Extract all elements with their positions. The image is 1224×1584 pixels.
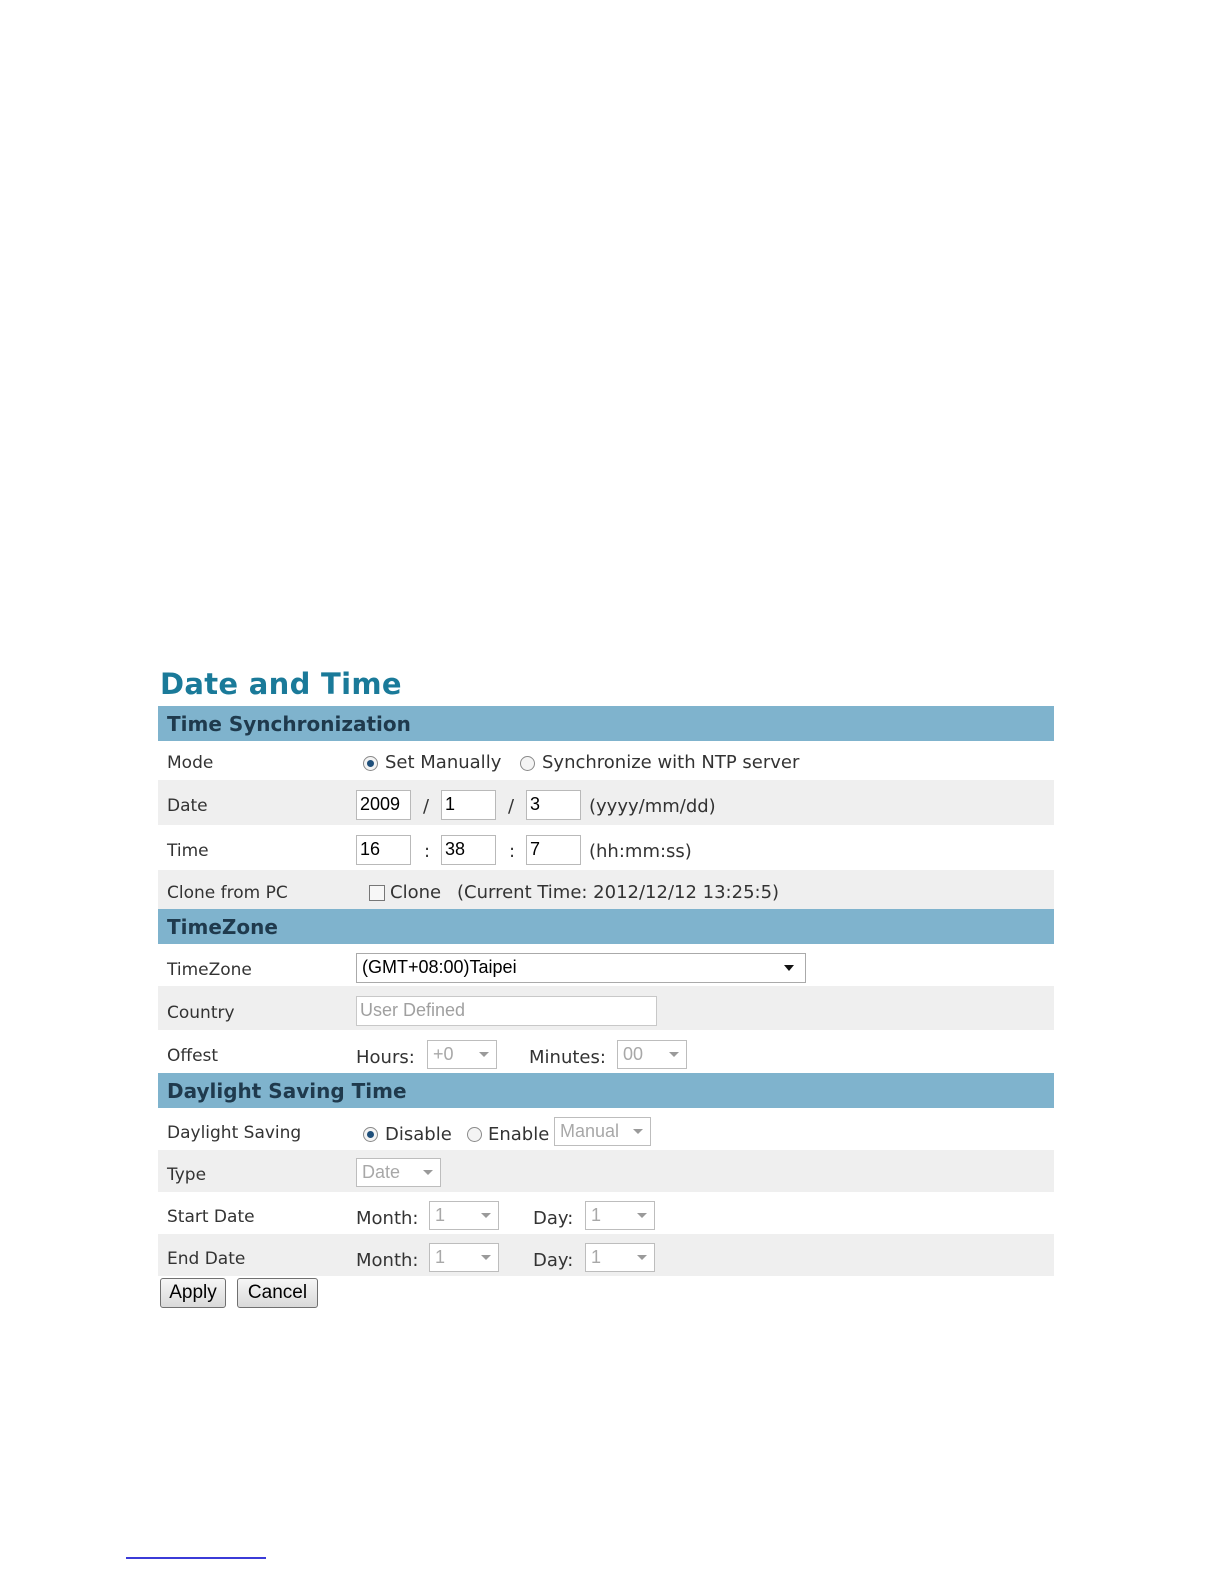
- chevron-down-icon: [423, 1170, 433, 1175]
- set-manually-label: Set Manually: [385, 752, 502, 773]
- date-row: [158, 780, 1054, 825]
- date-separator: /: [508, 796, 515, 817]
- offset-hours-select[interactable]: [427, 1040, 497, 1069]
- start-day-select[interactable]: [585, 1201, 655, 1230]
- end-day-value: 1: [591, 1247, 602, 1267]
- timezone-row: [158, 944, 1054, 986]
- date-year-input[interactable]: 2009: [356, 790, 411, 820]
- offset-row: [158, 1030, 1054, 1073]
- section-header-dst: Daylight Saving Time: [158, 1073, 1054, 1108]
- ntp-sync-label: Synchronize with NTP server: [542, 752, 800, 773]
- time-minute-input[interactable]: 38: [441, 835, 496, 865]
- date-separator: /: [423, 796, 430, 817]
- chevron-down-icon: [669, 1052, 679, 1057]
- start-month-label: Month:: [356, 1208, 419, 1229]
- chevron-down-icon: [479, 1052, 489, 1057]
- country-label: Country: [167, 1003, 235, 1023]
- chevron-down-icon: [481, 1255, 491, 1260]
- offset-minutes-select[interactable]: [617, 1040, 687, 1069]
- current-time-text: (Current Time: 2012/12/12 13:25:5): [457, 882, 780, 903]
- ntp-sync-radio[interactable]: [520, 756, 535, 771]
- dst-enable-label: Enable: [488, 1124, 550, 1145]
- offset-hours-value: +0: [433, 1044, 454, 1064]
- type-value: Date: [362, 1162, 401, 1182]
- start-day-value: 1: [591, 1205, 602, 1225]
- start-day-label: Day:: [533, 1208, 574, 1229]
- time-row: [158, 825, 1054, 870]
- time-format-hint: (hh:mm:ss): [589, 841, 692, 862]
- section-header-time-sync: Time Synchronization: [158, 706, 1054, 741]
- daylight-saving-label: Daylight Saving: [167, 1123, 302, 1143]
- date-format-hint: (yyyy/mm/dd): [589, 796, 716, 817]
- start-month-select[interactable]: [429, 1201, 499, 1230]
- end-month-label: Month:: [356, 1250, 419, 1271]
- type-select[interactable]: [356, 1158, 441, 1187]
- dst-mode-value: Manual: [560, 1121, 620, 1141]
- set-manually-radio[interactable]: [363, 756, 378, 771]
- daylight-saving-row: [158, 1108, 1054, 1150]
- end-date-label: End Date: [167, 1249, 246, 1269]
- cancel-button[interactable]: Cancel: [237, 1278, 318, 1308]
- timezone-select-value: (GMT+08:00)Taipei: [362, 957, 517, 977]
- dst-disable-label: Disable: [385, 1124, 452, 1145]
- end-day-label: Day:: [533, 1250, 574, 1271]
- end-day-select[interactable]: [585, 1243, 655, 1272]
- dst-disable-radio[interactable]: [363, 1127, 378, 1142]
- page-title: Date and Time: [160, 667, 402, 701]
- section-header-timezone: TimeZone: [158, 909, 1054, 944]
- timezone-label: TimeZone: [167, 960, 252, 980]
- start-date-label: Start Date: [167, 1207, 255, 1227]
- clone-row: [158, 870, 1054, 909]
- chevron-down-icon: [633, 1129, 643, 1134]
- clone-label: Clone from PC: [167, 883, 288, 903]
- timezone-select[interactable]: [356, 953, 806, 983]
- date-day-input[interactable]: 3: [526, 790, 581, 820]
- chevron-down-icon: [637, 1213, 647, 1218]
- chevron-down-icon: [481, 1213, 491, 1218]
- offset-label: Offest: [167, 1046, 219, 1066]
- dst-mode-select[interactable]: [554, 1117, 651, 1146]
- minutes-label: Minutes:: [529, 1047, 606, 1068]
- footer-link-underline: [126, 1557, 266, 1559]
- time-separator: :: [424, 841, 431, 862]
- time-separator: :: [509, 841, 516, 862]
- time-hour-input[interactable]: 16: [356, 835, 411, 865]
- mode-row: [158, 741, 1054, 780]
- country-input[interactable]: User Defined: [356, 996, 657, 1026]
- chevron-down-icon: [637, 1255, 647, 1260]
- type-label: Type: [167, 1165, 207, 1185]
- clone-checkbox[interactable]: [369, 885, 385, 901]
- date-label: Date: [167, 796, 208, 816]
- offset-minutes-value: 00: [623, 1044, 644, 1064]
- apply-button[interactable]: Apply: [160, 1278, 226, 1308]
- date-month-input[interactable]: 1: [441, 790, 496, 820]
- type-row: [158, 1150, 1054, 1192]
- chevron-down-icon: [784, 965, 794, 971]
- start-date-row: [158, 1192, 1054, 1234]
- start-month-value: 1: [435, 1205, 446, 1225]
- end-date-row: [158, 1234, 1054, 1276]
- time-label: Time: [167, 841, 209, 861]
- end-month-select[interactable]: [429, 1243, 499, 1272]
- country-row: [158, 986, 1054, 1030]
- dst-enable-radio[interactable]: [467, 1127, 482, 1142]
- hours-label: Hours:: [356, 1047, 415, 1068]
- time-second-input[interactable]: 7: [526, 835, 581, 865]
- mode-label: Mode: [167, 753, 214, 773]
- clone-checkbox-label: Clone: [390, 882, 442, 903]
- end-month-value: 1: [435, 1247, 446, 1267]
